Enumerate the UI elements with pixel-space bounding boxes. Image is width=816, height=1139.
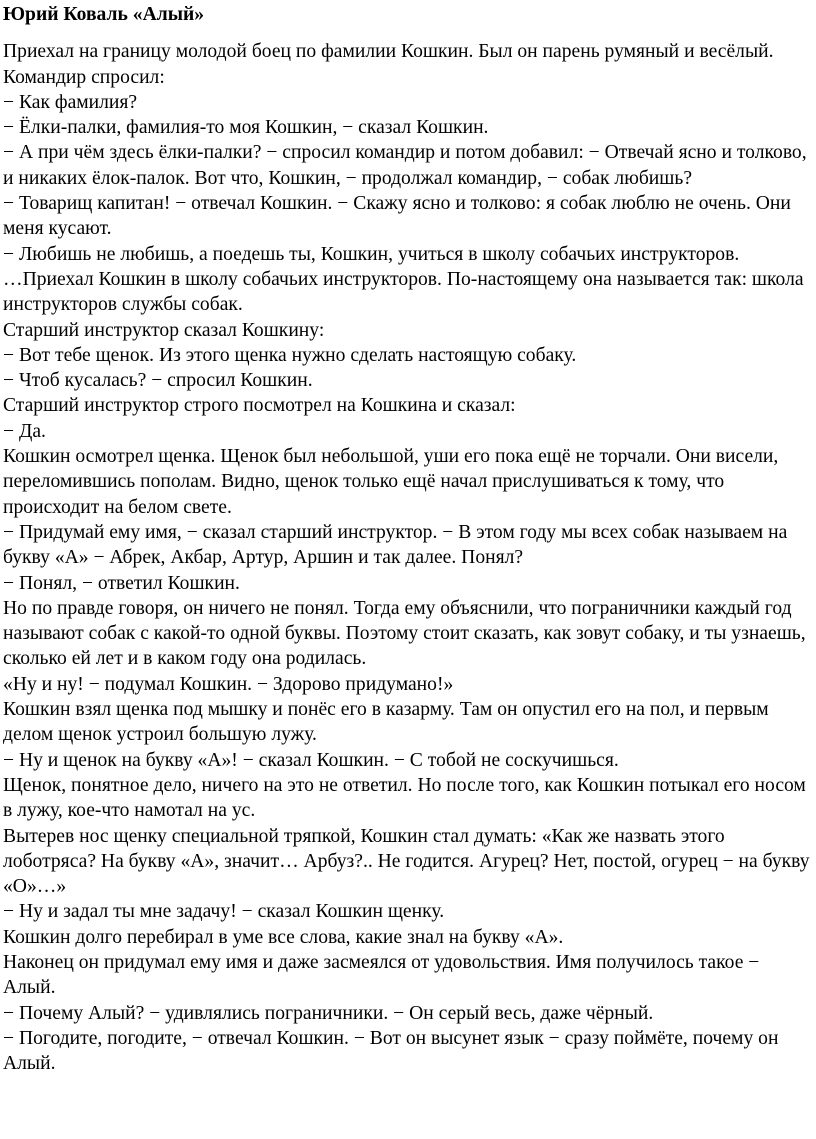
paragraph: Щенок, понятное дело, ничего на это не ответил. Но после того, как Кошкин потыкал его носом в лужу, кое-что намотал на ус. (3, 774, 806, 822)
paragraph: Кошкин осмотрел щенка. Щенок был небольшой, уши его пока ещё не торчали. Они висели, переломившись пополам. Видно, щенок только ещё начал прислушиваться к тому, что происходит на белом свете. (3, 446, 779, 518)
paragraph: − Почему Алый? − удивлялись пограничники. − Он серый весь, даже чёрный. (3, 1002, 654, 1024)
paragraph: − Ну и задал ты мне задачу! − сказал Кошкин щенку. (3, 901, 445, 923)
paragraph: − Ёлки-палки, фамилия-то моя Кошкин, − сказал Кошкин. (3, 117, 489, 139)
paragraph: − Как фамилия? (3, 91, 138, 113)
paragraph: Кошкин долго перебирал в уме все слова, какие знал на букву «А». (3, 926, 564, 948)
paragraph: …Приехал Кошкин в школу собачьих инструкторов. По-настоящему она называется так: школа инструкторов службы собак. (3, 268, 804, 316)
paragraph: − Чтоб кусалась? − спросил Кошкин. (3, 370, 313, 392)
paragraph: Кошкин взял щенка под мышку и понёс его в казарму. Там он опустил его на пол, и первым делом щенок устроил большую лужу. (3, 699, 769, 746)
paragraph: Вытерев нос щенку специальной тряпкой, Кошкин стал думать: «Как же назвать этого лоботряса? На букву «А», значит… Арбуз?.. Не годится. Агурец? Нет, постой, огурец − на букву «О»…» (3, 825, 810, 898)
title-spacer (3, 27, 814, 39)
document-title: Юрий Коваль «Алый» (3, 4, 205, 25)
paragraph: Старший инструктор строго посмотрел на Кошкина и сказал: (3, 395, 516, 417)
paragraph: − Вот тебе щенок. Из этого щенка нужно сделать настоящую собаку. (3, 344, 577, 366)
paragraph: − Придумай ему имя, − сказал старший инструктор. − В этом году мы всех собак называем на букву «А» − Абрек, Акбар, Артур, Аршин и так далее. Понял? (3, 521, 788, 569)
paragraph: Старший инструктор сказал Кошкину: (3, 319, 325, 341)
paragraph: − Ну и щенок на букву «А»! − сказал Кошкин. − С тобой не соскучишься. (3, 749, 619, 771)
paragraph: Но по правде говоря, он ничего не понял. Тогда ему объяснили, что пограничники каждый год называют собак с какой-то одной буквы. Поэтому стоит сказать, как зовут собаку, и ты узнаешь, сколько ей лет и в каком году она родилась. (3, 597, 806, 670)
paragraph: − Понял, − ответил Кошкин. (3, 572, 240, 594)
paragraph: Наконец он придумал ему имя и даже засмеялся от удовольствия. Имя получилось такое − Алый. (3, 951, 760, 999)
paragraph: − Любишь не любишь, а поедешь ты, Кошкин, учиться в школу собачьих инструкторов. (3, 243, 740, 265)
paragraph: «Ну и ну! − подумал Кошкин. − Здорово придумано!» (3, 673, 454, 695)
paragraph: − Да. (3, 420, 46, 442)
paragraph: Приехал на границу молодой боец по фамилии Кошкин. Был он парень румяный и весёлый. Командир спросил: (3, 41, 774, 88)
paragraph: − Погодите, погодите, − отвечал Кошкин. − Вот он высунет язык − сразу поймёте, почему он Алый. (3, 1027, 779, 1075)
paragraph: − Товарищ капитан! − отвечал Кошкин. − Скажу ясно и толково: я собак люблю не очень. Они меня кусают. (3, 193, 791, 240)
paragraph: − А при чём здесь ёлки-палки? − спросил командир и потом добавил: − Отвечай ясно и толково, и никаких ёлок-палок. Вот что, Кошкин, − продолжал командир, − собак любишь? (3, 142, 807, 189)
